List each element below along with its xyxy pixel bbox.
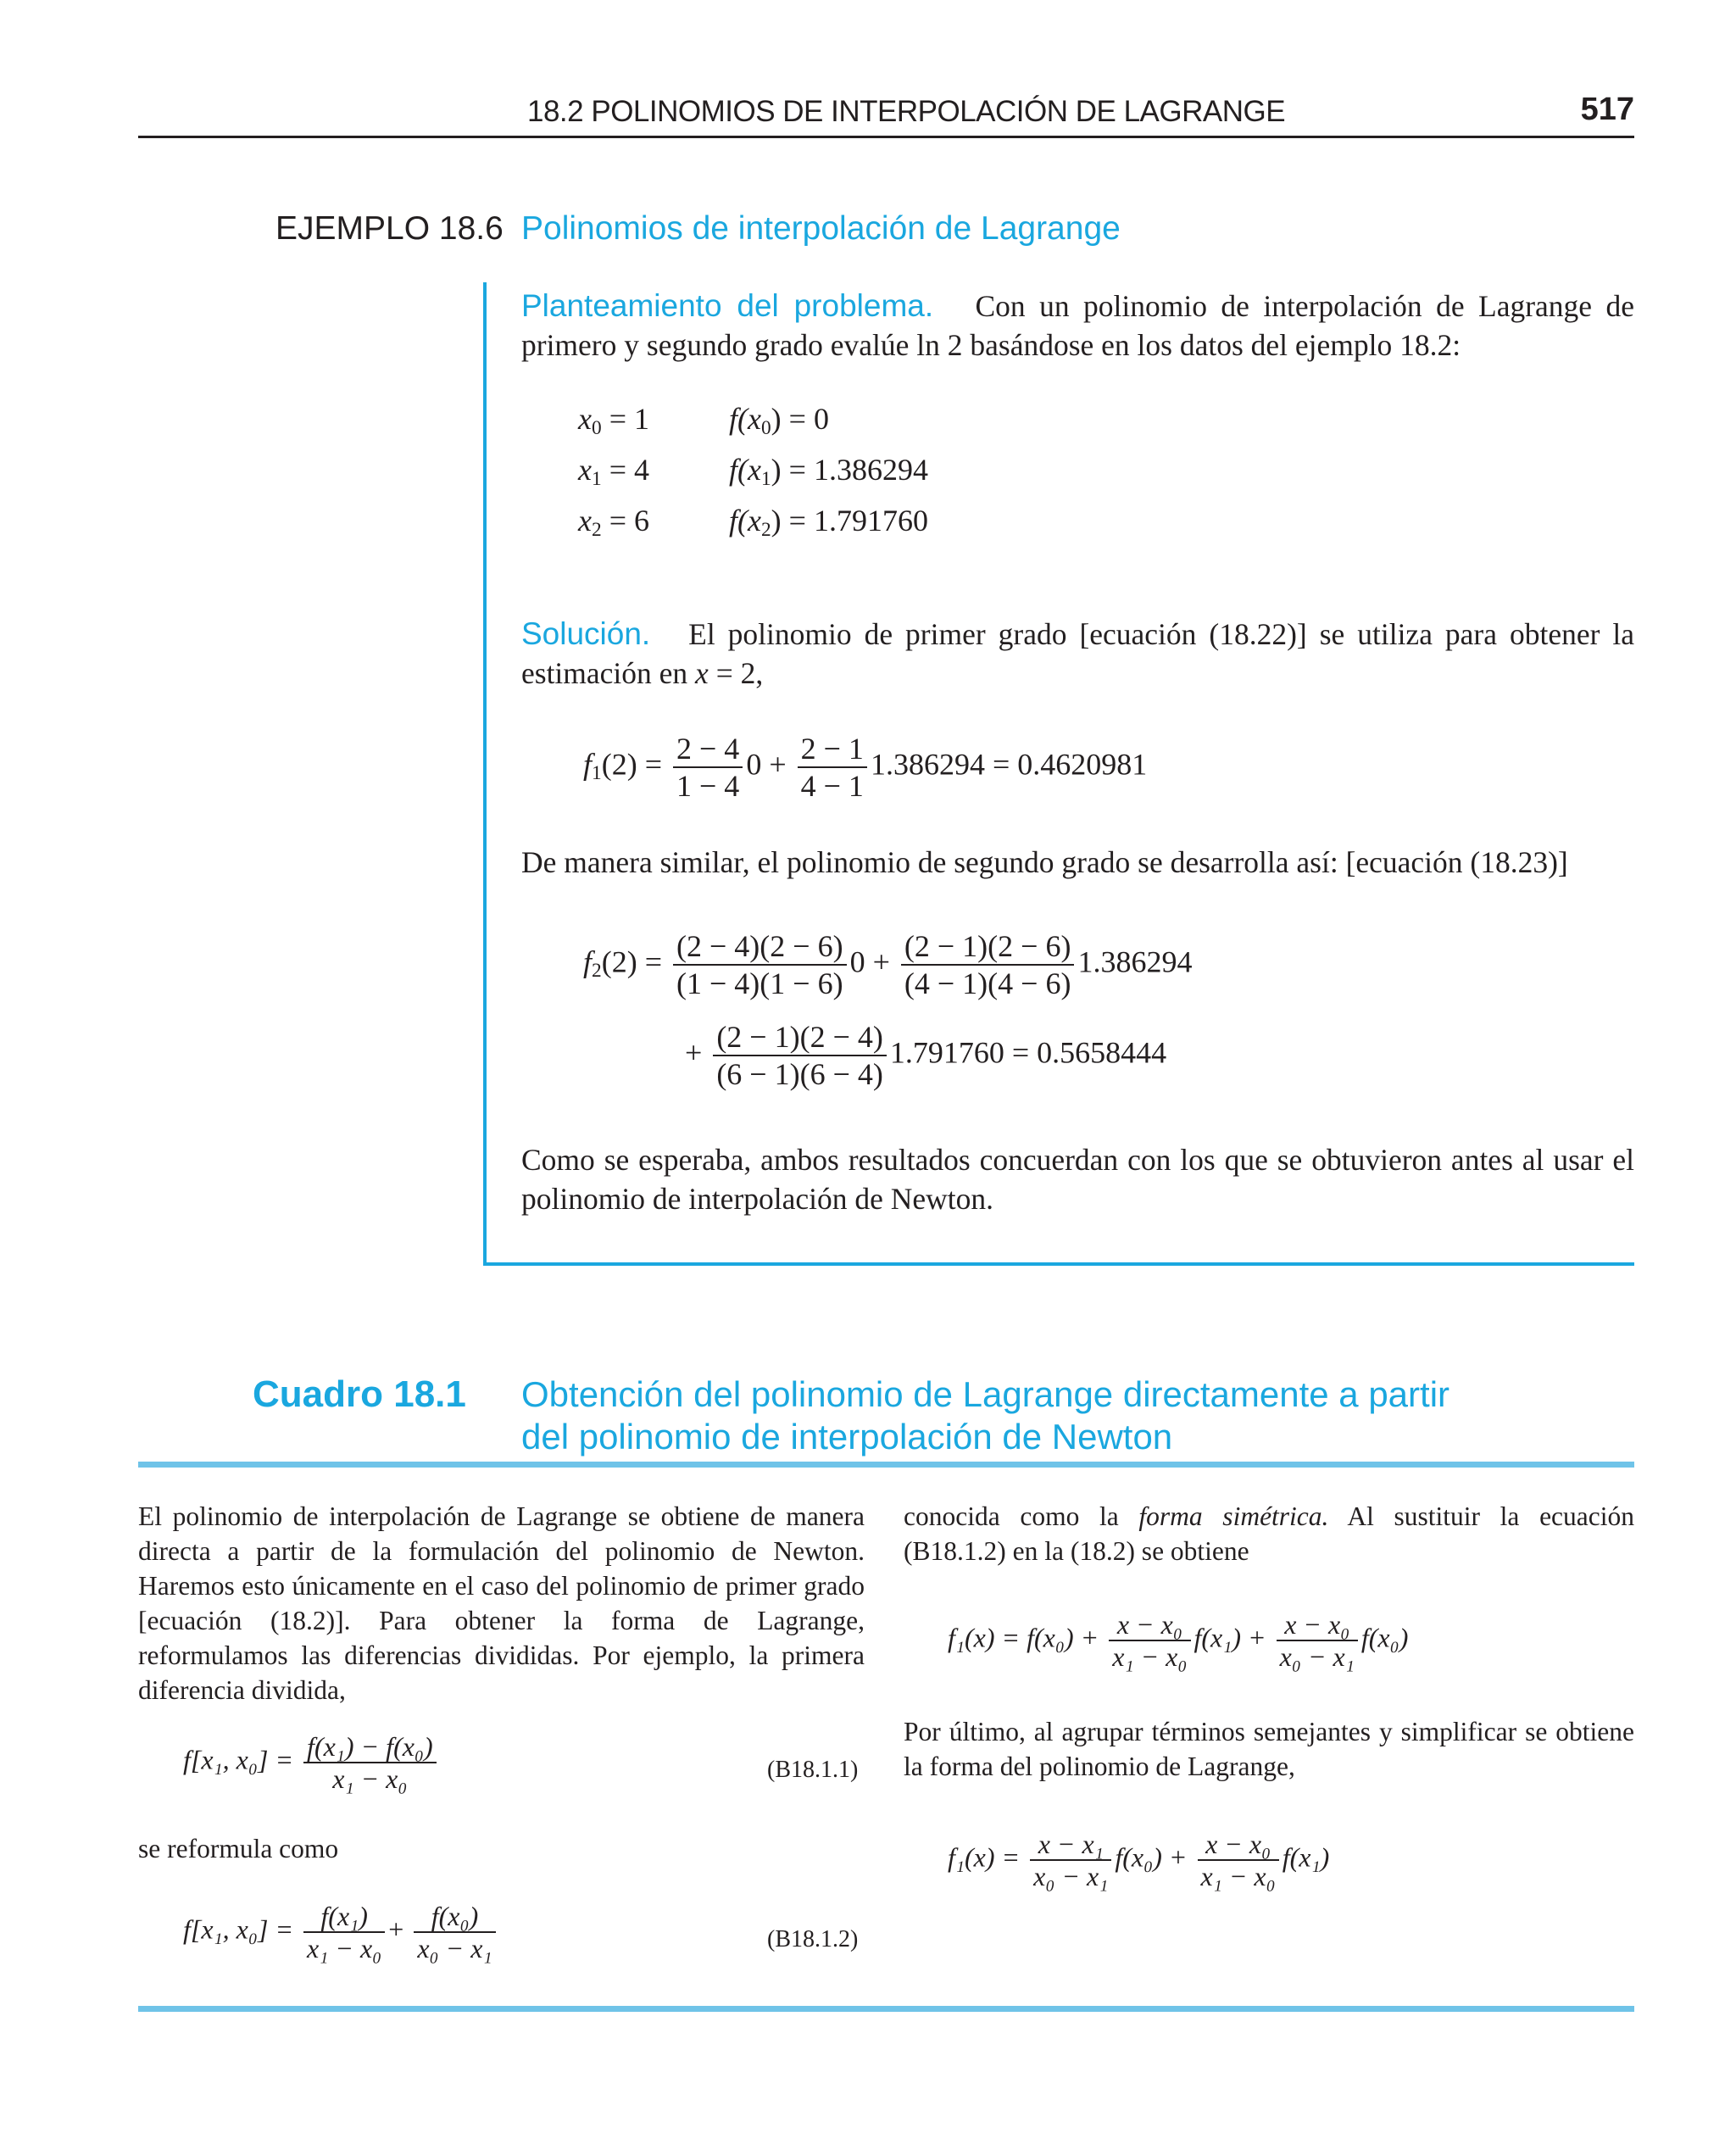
- page-number: 517: [1580, 92, 1634, 127]
- equation-lagrange: f₁(x) = $\frac{\text{x − x₁}}{\text{x₀ − x₁}}$ f(x₀) + $\frac{\text{x − x₀}}{\text{x₁ − x₀}}$ f(x₁): [948, 1829, 1330, 1891]
- problem-paragraph: [521, 287, 1634, 365]
- equation-B18-1-2: f[x₁, x₀] = $\frac{\text{f(x₁)}}{\text{x₁ − x₀}}$ + $\frac{\text{f(x₀)}}{\text{x₀ − x₁}}$: [183, 1901, 499, 1963]
- example-bottom-bar: [483, 1262, 1634, 1266]
- data-row: $x_0 = 1$: [578, 402, 649, 439]
- equation-f2-continued: + $\frac{(2 - 1)(2 - 4)}{(6 - 1)(6 - 4)}$ 1.791760 = 0.5658444: [685, 1020, 1167, 1091]
- header-rule: [138, 136, 1634, 138]
- box-left-paragraph: El polinomio de interpolación de Lagrange se obtiene de manera directa a partir de la formulación del polinomio de Newton. Haremos esto únicamente en el caso del polinomio de primer grado [ecuación (18.2)]. Para obtener la forma de Lagrange, reformulamos las diferencias divididas. Por ejemplo, la primera diferencia dividida,: [138, 1501, 865, 1705]
- box-top-rule: [138, 1462, 1634, 1468]
- problem-text: Con un polinomio de interpolación de Lagrange de primero y segundo grado evalúe ln 2 basándose en los datos del ejemplo 18.2:: [521, 289, 1634, 362]
- example-label: EJEMPLO 18.6: [275, 210, 504, 247]
- box-label: Cuadro 18.1: [253, 1373, 466, 1415]
- data-row: $x_1 = 4$: [578, 453, 649, 490]
- data-row: $x_2 = 6$: [578, 504, 649, 541]
- equation-f1: $f_1(2)$ = $\frac{2 - 4}{1 - 4}$ 0 + $\frac{2 - 1}{4 - 1}$ 1.386294 = 0.4620981: [583, 732, 1148, 803]
- equation-B18-1-1: f[x₁, x₀] = $\frac{\text{f(x₁) − f(x₀)}}{\text{x₁ − x₀}}$: [183, 1731, 440, 1794]
- data-row: $f(x_0) = 0$: [729, 402, 829, 439]
- box-left-paragraph-2: se reformula como: [138, 1834, 339, 1863]
- box-title: Obtención del polinomio de Lagrange directamente a partir del polinomio de interpolación de Newton: [521, 1374, 1450, 1457]
- box-bottom-rule: [138, 2006, 1634, 2012]
- equation-number: (B18.1.2): [767, 1926, 859, 1952]
- problem-lead: Planteamiento del problema.: [521, 288, 934, 323]
- equation-number: (B18.1.1): [767, 1757, 859, 1783]
- similar-paragraph: De manera similar, el polinomio de segundo grado se desarrolla así: [ecuación (18.23)]: [521, 845, 1568, 879]
- box-right-paragraph-2: Por último, al agrupar términos semejantes y simplificar se obtiene la forma del polinomio de Lagrange,: [904, 1717, 1634, 1781]
- conclusion-paragraph: Como se esperaba, ambos resultados concuerdan con los que se obtuvieron antes al usar el polinomio de interpolación de Newton.: [521, 1143, 1634, 1216]
- equation-symmetric: f₁(x) = f(x₀) + $\frac{\text{x − x₀}}{\text{x₁ − x₀}}$ f(x₁) + $\frac{\text{x − x₀}}{\text{x₀ − x₁}}$ f(x₀): [948, 1609, 1409, 1672]
- solution-lead: Solución.: [521, 616, 651, 651]
- example-left-bar: [483, 282, 487, 1266]
- running-head: 18.2 POLINOMIOS DE INTERPOLACIÓN DE LAGRANGE: [527, 95, 1286, 128]
- example-title: Polinomios de interpolación de Lagrange: [521, 210, 1121, 247]
- equation-f2: $f_2(2)$ = $\frac{(2 - 4)(2 - 6)}{(1 - 4)(1 - 6)}$ 0 + $\frac{(2 - 1)(2 - 6)}{(4 - 1)(4 - 6)}$ 1.386294: [583, 929, 1193, 1000]
- data-row: $f(x_2) = 1.791760$: [729, 504, 928, 541]
- box-right-paragraph: conocida como la forma simétrica. Al sustituir la ecuación (B18.1.2) en la (18.2) se obtiene: [904, 1501, 1634, 1566]
- data-row: $f(x_1) = 1.386294$: [729, 453, 928, 490]
- solution-paragraph: Solución. El polinomio de primer grado [ecuación (18.22)] se utiliza para obtener la estimación en x = 2,: [521, 616, 1635, 690]
